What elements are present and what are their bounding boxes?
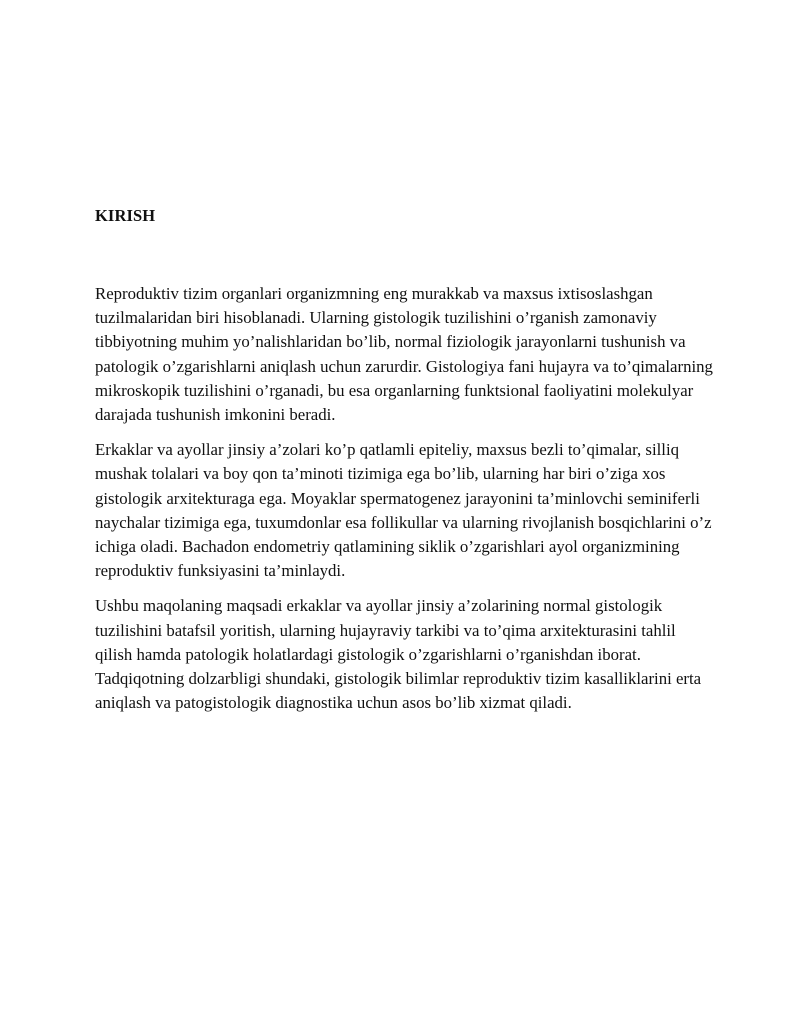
paragraph-2: Erkaklar va ayollar jinsiy a’zolari ko’p qatlamli epiteliy, maxsus bezli to’qimalar, silliq mushak tolalari va boy qon ta’minoti tizimiga ega bo’lib, ularning har biri o’ziga xos gistologik arxitekturaga ega. Moyaklar spermatogenez jarayonini ta’minlovchi seminiferli naychalar tizimiga ega, tuxumdonlar esa follikullar va ularning rivojlanish bosqichlarini o’z ichiga oladi. Bachadon endometriy qatlamining siklik o’zgarishlari ayol organizmining reproduktiv funksiyasini ta’minlaydi. — [95, 440, 712, 581]
section-heading: KIRISH — [95, 206, 156, 225]
paragraph-3: Ushbu maqolaning maqsadi erkaklar va ayollar jinsiy a’zolarining normal gistologik tuzilishini batafsil yoritish, ularning hujayraviy tarkibi va to’qima arxitekturasini tahlil qilish hamda patologik holatlardagi gistologik o’zgarishlarni o’rganishdan iborat. Tadqiqotning dolzarbligi shundaki, gistologik bilimlar reproduktiv tizim kasalliklarini erta aniqlash va patogistologik diagnostika uchun asos bo’lib xizmat qiladi. — [95, 596, 702, 713]
document-body — [95, 282, 715, 726]
paragraph-1: Reproduktiv tizim organlari organizmning eng murakkab va maxsus ixtisoslashgan tuzilmalaridan biri hisoblanadi. Ularning gistologik tuzilishini o’rganish zamonaviy tibbiyotning muhim yo’nalishlaridan bo’lib, normal fiziologik jarayonlarni tushunish va patologik o’zgarishlarni aniqlash uchun zarurdir. Gistologiya fani hujayra va to’qimalarning mikroskopik tuzilishini o’rganadi, bu esa organlarning funktsional faoliyatini molekulyar darajada tushunish imkonini beradi. — [95, 284, 713, 425]
